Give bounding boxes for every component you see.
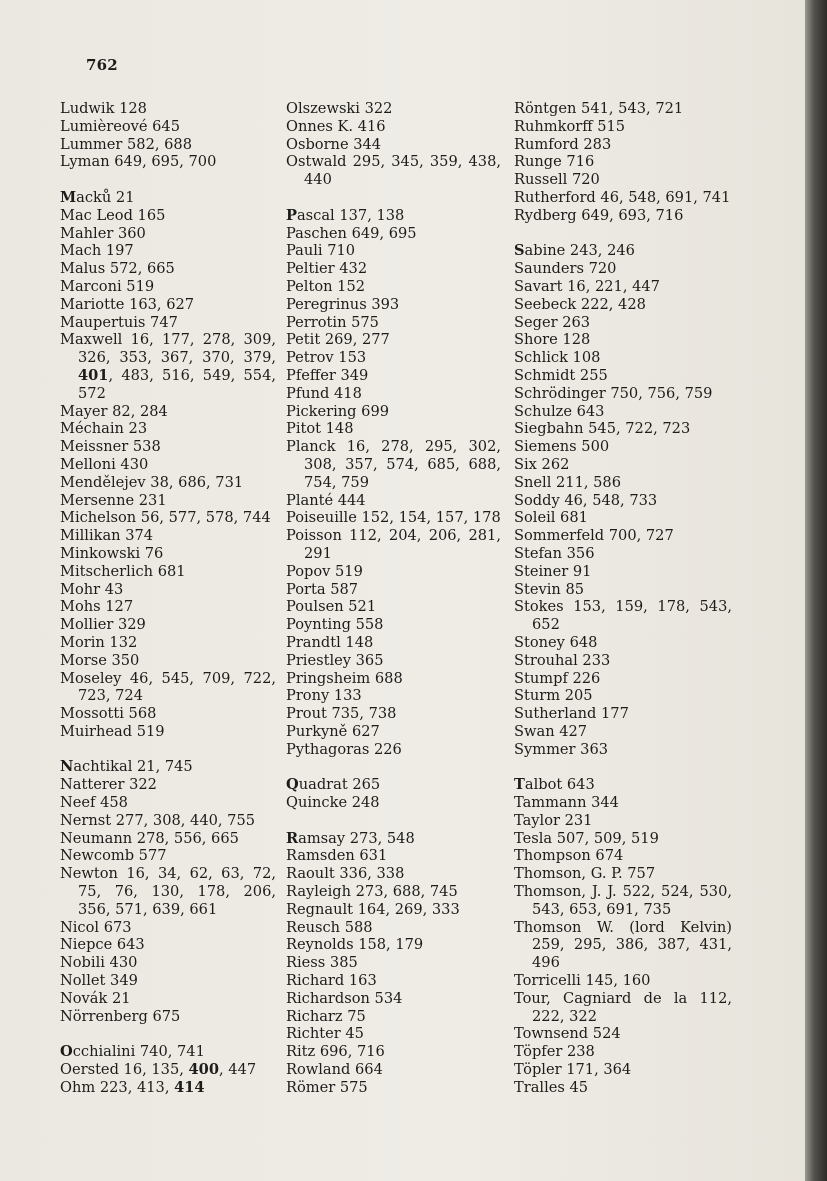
index-entry: Pringsheim 688 [286, 669, 403, 687]
index-entry: Méchain 23 [60, 420, 148, 438]
index-entry: Oersted 16, 135, 400, 447 [60, 1061, 257, 1079]
index-entry: Lyman 649, 695, 700 [60, 153, 217, 171]
index-entry: Petrov 153 [286, 349, 367, 367]
index-entry: Meissner 538 [60, 438, 161, 456]
index-entry: Nörrenberg 675 [60, 1007, 181, 1025]
index-entry: Tammann 344 [514, 794, 619, 812]
index-entry: Rayleigh 273, 688, 745 [286, 883, 458, 901]
index-entry: Sommerfeld 700, 727 [514, 527, 674, 545]
index-entry: Poiseuille 152, 154, 157, 178 [286, 509, 501, 527]
index-entry: Snell 211, 586 [514, 473, 621, 491]
index-entry: Schulze 643 [514, 402, 605, 420]
index-entry: Lumièreové 645 [60, 117, 181, 135]
index-entry: Ritz 696, 716 [286, 1043, 385, 1061]
index-entry: Reusch 588 [286, 918, 373, 936]
index-entry: Nachtikal 21, 745 [60, 758, 193, 776]
index-entry: Mariotte 163, 627 [60, 295, 195, 313]
section-gap [514, 758, 732, 776]
index-entry: Perrotin 575 [286, 313, 379, 331]
index-entry: Stoney 648 [514, 633, 598, 651]
section-gap [514, 225, 732, 243]
index-entry: Römer 575 [286, 1078, 368, 1096]
index-entry: Natterer 322 [60, 776, 157, 794]
index-entry: Soleil 681 [514, 509, 588, 527]
index-entry: Poynting 558 [286, 616, 384, 634]
index-entry: Mahler 360 [60, 224, 146, 242]
index-entry: Torricelli 145, 160 [514, 972, 651, 990]
index-entry: Neumann 278, 556, 665 [60, 829, 239, 847]
index-entry: Symmer 363 [514, 740, 609, 758]
index-entry: Purkyně 627 [286, 722, 380, 740]
book-spine-shadow [805, 0, 827, 1181]
index-entry: Schrödinger 750, 756, 759 [514, 384, 713, 402]
index-entry: Stokes 153, 159, 178, 543, 652 [514, 598, 732, 634]
index-column-1 [60, 100, 276, 1097]
index-entry: Muirhead 519 [60, 722, 165, 740]
index-entry: Morin 132 [60, 633, 138, 651]
index-column-2 [286, 100, 501, 1097]
index-entry: Peltier 432 [286, 260, 368, 278]
index-entry: Nollet 349 [60, 972, 138, 990]
index-entry: Richard 163 [286, 972, 377, 990]
index-entry: Mollier 329 [60, 616, 146, 634]
index-entry: Nicol 673 [60, 918, 132, 936]
section-gap [60, 171, 276, 189]
index-entry: Regnault 164, 269, 333 [286, 900, 460, 918]
index-entry: Runge 716 [514, 153, 595, 171]
index-entry: Millikan 374 [60, 527, 154, 545]
index-entry: Stevin 85 [514, 580, 585, 598]
index-entry: Rowland 664 [286, 1061, 383, 1079]
index-entry: Shore 128 [514, 331, 591, 349]
index-entry: Minkowski 76 [60, 544, 164, 562]
index-entry: Rutherford 46, 548, 691, 741 [514, 188, 731, 206]
page-number: 762 [86, 56, 118, 74]
section-gap [286, 189, 501, 207]
index-entry: Prout 735, 738 [286, 705, 397, 723]
index-entry: Onnes K. 416 [286, 117, 386, 135]
index-entry: Pauli 710 [286, 242, 356, 260]
index-entry: Prandtl 148 [286, 633, 374, 651]
index-entry: Seger 263 [514, 313, 591, 331]
index-entry: Swan 427 [514, 722, 588, 740]
index-entry: Pythagoras 226 [286, 740, 402, 758]
index-entry: Ruhmkorff 515 [514, 117, 626, 135]
index-entry: Nobili 430 [60, 954, 138, 972]
index-entry: Tesla 507, 509, 519 [514, 829, 659, 847]
index-entry: Mossotti 568 [60, 705, 157, 723]
section-gap [60, 741, 276, 759]
index-entry: Seebeck 222, 428 [514, 295, 646, 313]
index-entry: Poulsen 521 [286, 598, 377, 616]
index-entry: Reynolds 158, 179 [286, 936, 424, 954]
index-column-3 [514, 100, 732, 1097]
index-entry: Peregrinus 393 [286, 295, 400, 313]
index-entry: Osborne 344 [286, 135, 382, 153]
index-entry: Töpler 171, 364 [514, 1061, 632, 1079]
index-entry: Schmidt 255 [514, 366, 608, 384]
index-entry: Neef 458 [60, 794, 128, 812]
index-entry: Six 262 [514, 455, 570, 473]
index-entry: Sabine 243, 246 [514, 242, 635, 260]
index-entry: Stumpf 226 [514, 669, 601, 687]
index-entry: Tralles 45 [514, 1078, 589, 1096]
index-entry: Planck 16, 278, 295, 302, 308, 357, 574, 685, 688, 754, 759 [286, 438, 501, 491]
index-entry: Strouhal 233 [514, 651, 611, 669]
index-entry: Ohm 223, 413, 414 [60, 1078, 205, 1096]
index-entry: Poisson 112, 204, 206, 281, 291 [286, 527, 501, 562]
section-gap [60, 1025, 276, 1043]
index-entry: Porta 587 [286, 580, 359, 598]
index-entry: Melloni 430 [60, 455, 149, 473]
index-entry: Saunders 720 [514, 260, 617, 278]
index-entry: Malus 572, 665 [60, 260, 175, 278]
index-entry: Thomson W. (lord Kelvin) 259, 295, 386, 387, 431, 496 [514, 918, 732, 972]
index-entry: Maupertuis 747 [60, 313, 178, 331]
index-entry: Rumford 283 [514, 135, 612, 153]
index-entry: Mohs 127 [60, 598, 134, 616]
index-entry: Töpfer 238 [514, 1043, 595, 1061]
index-entry: Moseley 46, 545, 709, 722, 723, 724 [60, 669, 276, 705]
index-entry: Prony 133 [286, 687, 362, 705]
index-entry: Stefan 356 [514, 544, 595, 562]
index-entry: Mitscherlich 681 [60, 562, 186, 580]
index-entry: Macků 21 [60, 188, 135, 206]
index-entry: Morse 350 [60, 651, 140, 669]
index-entry: Taylor 231 [514, 811, 593, 829]
index-entry: Pfund 418 [286, 384, 362, 402]
index-entry: Talbot 643 [514, 776, 595, 794]
index-entry: Pitot 148 [286, 420, 354, 438]
index-entry: Sturm 205 [514, 687, 593, 705]
index-entry: Olszewski 322 [286, 100, 393, 117]
index-entry: Lummer 582, 688 [60, 135, 193, 153]
index-entry: Paschen 649, 695 [286, 224, 417, 242]
index-entry: Steiner 91 [514, 562, 592, 580]
index-entry: Thomson, G. P. 757 [514, 865, 656, 883]
section-gap [286, 812, 501, 830]
index-entry: Rydberg 649, 693, 716 [514, 206, 684, 224]
index-entry: Niepce 643 [60, 936, 145, 954]
index-entry: Pfeffer 349 [286, 366, 369, 384]
index-entry: Mendělejev 38, 686, 731 [60, 473, 244, 491]
index-entry: Mayer 82, 284 [60, 402, 168, 420]
index-entry: Ramsay 273, 548 [286, 829, 415, 847]
index-entry: Pascal 137, 138 [286, 206, 405, 224]
index-entry: Richter 45 [286, 1025, 364, 1043]
index-entry: Richardson 534 [286, 989, 403, 1007]
index-entry: Marconi 519 [60, 277, 155, 295]
index-entry: Russell 720 [514, 171, 600, 189]
index-entry: Mach 197 [60, 242, 134, 260]
index-entry: Planté 444 [286, 491, 366, 509]
index-entry: Tour, Cagniard de la 112, 222, 322 [514, 989, 732, 1025]
index-entry: Quincke 248 [286, 794, 380, 812]
index-entry: Quadrat 265 [286, 776, 381, 794]
index-entry: Ostwald 295, 345, 359, 438, 440 [286, 153, 501, 189]
index-entry: Popov 519 [286, 562, 363, 580]
index-entry: Newcomb 577 [60, 847, 167, 865]
index-entry: Savart 16, 221, 447 [514, 277, 660, 295]
index-entry: Raoult 336, 338 [286, 865, 405, 883]
index-entry: Mersenne 231 [60, 491, 167, 509]
index-entry: Michelson 56, 577, 578, 744 [60, 509, 271, 527]
index-entry: Schlick 108 [514, 349, 601, 367]
index-entry: Newton 16, 34, 62, 63, 72, 75, 76, 130, 178, 206, 356, 571, 639, 661 [60, 865, 276, 918]
index-entry: Thomson, J. J. 522, 524, 530, 543, 653, 691, 735 [514, 883, 732, 918]
section-gap [286, 758, 501, 776]
index-entry: Ramsden 631 [286, 847, 388, 865]
index-entry: Sutherland 177 [514, 705, 629, 723]
index-entry: Thompson 674 [514, 847, 624, 865]
index-entry: Mohr 43 [60, 580, 124, 598]
index-entry: Siegbahn 545, 722, 723 [514, 420, 691, 438]
index-entry: Priestley 365 [286, 651, 384, 669]
index-entry: Pelton 152 [286, 277, 366, 295]
index-entry: Novák 21 [60, 989, 131, 1007]
index-entry: Soddy 46, 548, 733 [514, 491, 658, 509]
index-entry: Riess 385 [286, 954, 358, 972]
index-entry: Mac Leod 165 [60, 206, 166, 224]
index-entry: Maxwell 16, 177, 278, 309, 326, 353, 367, 370, 379, 401, 483, 516, 549, 554, 572 [60, 331, 276, 402]
index-entry: Siemens 500 [514, 438, 610, 456]
index-entry: Petit 269, 277 [286, 331, 390, 349]
index-entry: Röntgen 541, 543, 721 [514, 100, 684, 117]
index-entry: Pickering 699 [286, 402, 390, 420]
index-entry: Richarz 75 [286, 1007, 366, 1025]
index-entry: Nernst 277, 308, 440, 755 [60, 811, 256, 829]
index-entry: Occhialini 740, 741 [60, 1043, 205, 1061]
index-entry: Ludwik 128 [60, 100, 147, 117]
index-entry: Townsend 524 [514, 1025, 621, 1043]
